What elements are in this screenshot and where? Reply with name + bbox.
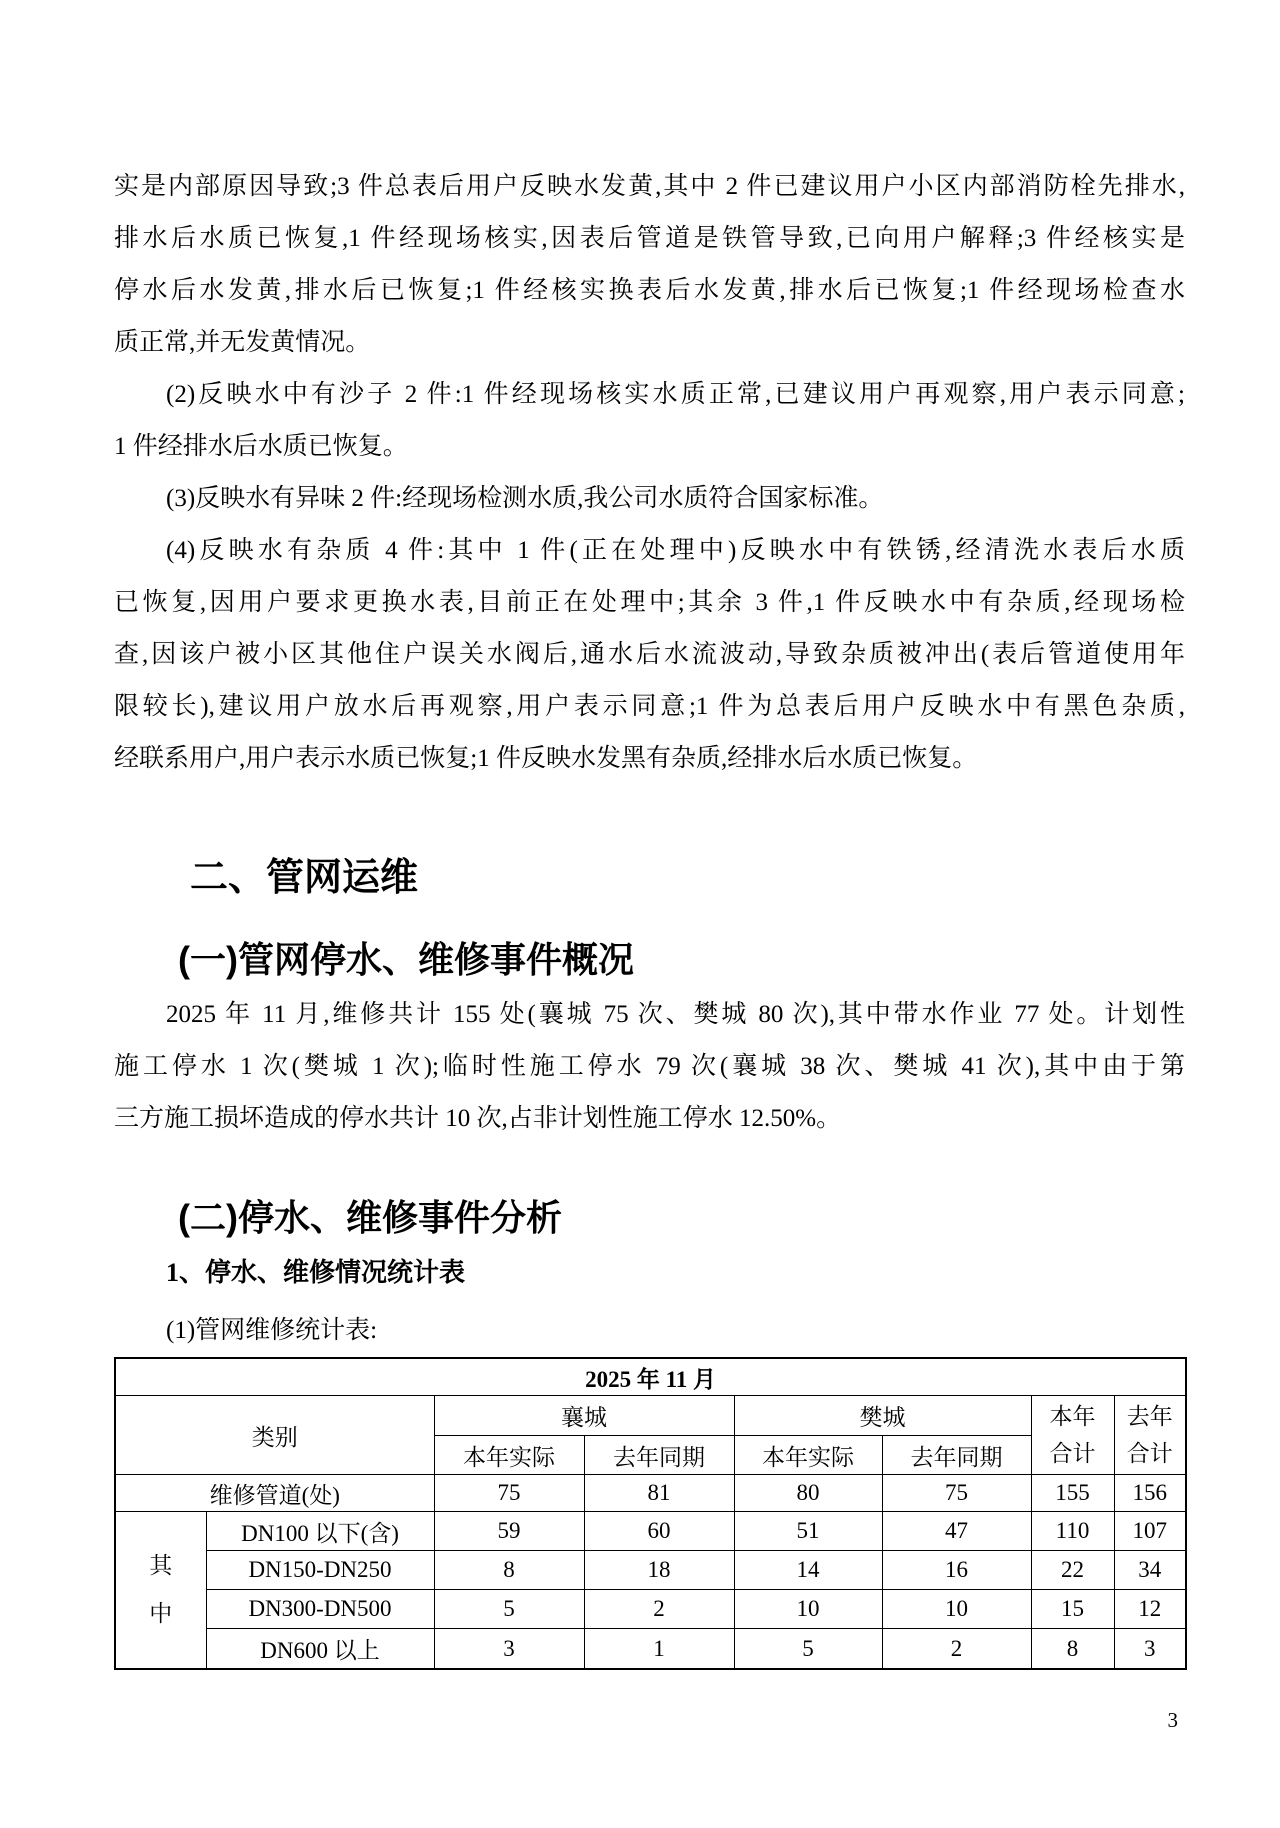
text-line: 实是内部原因导致;3 件总表后用户反映水发黄,其中 2 件已建议用户小区内部消防栓先排水,	[114, 173, 1185, 200]
paragraph-water-yellow-cases	[114, 161, 1185, 369]
header-last-year-same-1-cell: 去年同期	[584, 1436, 734, 1475]
value-cell: 8	[434, 1551, 584, 1590]
value-cell: 60	[584, 1512, 734, 1551]
page-number: 3	[1167, 1708, 1178, 1732]
value-cell: 2	[584, 1590, 734, 1629]
paragraph-impurity-cases	[114, 525, 1185, 785]
row-label-cell: DN600 以上	[206, 1629, 434, 1670]
header-total-last-year-cell	[1114, 1396, 1186, 1475]
value-cell: 155	[1031, 1475, 1114, 1512]
value-cell: 12	[1114, 1590, 1186, 1629]
repair-statistics-table	[114, 1357, 1187, 1670]
table-caption: (1)管网维修统计表:	[166, 1317, 378, 1344]
value-cell: 80	[734, 1475, 882, 1512]
header-region-xiangcheng-cell: 襄城	[434, 1396, 734, 1436]
value-cell: 3	[1114, 1629, 1186, 1670]
heading-outage-repair-analysis: (二)停水、维修事件分析	[178, 1197, 562, 1238]
document-content	[114, 0, 1185, 1670]
value-cell: 5	[434, 1590, 584, 1629]
value-cell: 14	[734, 1551, 882, 1590]
table-row-title	[115, 1358, 1186, 1396]
text-line: (3)反映水有异味 2 件:经现场检测水质,我公司水质符合国家标准。	[166, 485, 884, 512]
table-title-cell: 2025 年 11 月	[115, 1358, 1186, 1396]
value-cell: 8	[1031, 1629, 1114, 1670]
text-line: 限较长),建议用户放水后再观察,用户表示同意;1 件为总表后用户反映水中有黑色杂质,	[114, 693, 1185, 720]
group-label-cell	[115, 1512, 206, 1670]
value-cell: 2	[882, 1629, 1031, 1670]
paragraph-sand-cases	[114, 369, 1185, 473]
text-line: 经联系用户,用户表示水质已恢复;1 件反映水发黑有杂质,经排水后水质已恢复。	[114, 745, 978, 772]
total-this-year-label: 本年合计	[1049, 1404, 1096, 1466]
value-cell: 10	[882, 1590, 1031, 1629]
heading-statistics-table: 1、停水、维修情况统计表	[166, 1258, 466, 1287]
row-label-cell: 维修管道(处)	[115, 1475, 434, 1512]
value-cell: 3	[434, 1629, 584, 1670]
table-row-dn150	[115, 1551, 1186, 1590]
text-line: 已恢复,因用户要求更换水表,目前正在处理中;其余 3 件,1 件反映水中有杂质,经现场检	[114, 589, 1185, 616]
value-cell: 18	[584, 1551, 734, 1590]
value-cell: 59	[434, 1512, 584, 1551]
table-row-header-regions	[115, 1396, 1186, 1436]
value-cell: 15	[1031, 1590, 1114, 1629]
text-line: 排水后水质已恢复,1 件经现场核实,因表后管道是铁管导致,已向用户解释;3 件经核实是	[114, 225, 1185, 252]
text-line: 查,因该户被小区其他住户误关水阀后,通水后水流波动,导致杂质被冲出(表后管道使用年	[114, 641, 1185, 668]
heading-pipeline-network-operation: 二、管网运维	[190, 857, 419, 899]
row-label-cell: DN100 以下(含)	[206, 1512, 434, 1551]
text-line: 三方施工损坏造成的停水共计 10 次,占非计划性施工停水 12.50%。	[114, 1105, 842, 1132]
text-line: (2)反映水中有沙子 2 件:1 件经现场核实水质正常,已建议用户再观察,用户表示同意;	[166, 381, 1185, 408]
text-line: 2025 年 11 月,维修共计 155 处(襄城 75 次、樊城 80 次),其中带水作业 77 处。计划性	[166, 1001, 1185, 1028]
table-row-dn100	[115, 1512, 1186, 1551]
header-last-year-same-2-cell: 去年同期	[882, 1436, 1031, 1475]
text-line: 1 件经排水后水质已恢复。	[114, 433, 408, 460]
text-line: (4)反映水有杂质 4 件:其中 1 件(正在处理中)反映水中有铁锈,经清洗水表后水质	[166, 537, 1185, 564]
group-label: 其中	[149, 1553, 173, 1626]
value-cell: 51	[734, 1512, 882, 1551]
table-row-dn600	[115, 1629, 1186, 1670]
value-cell: 75	[434, 1475, 584, 1512]
value-cell: 107	[1114, 1512, 1186, 1551]
text-line: 质正常,并无发黄情况。	[114, 329, 371, 356]
paragraph-odor-cases	[114, 473, 1185, 525]
header-region-fancheng-cell: 樊城	[734, 1396, 1031, 1436]
header-total-this-year-cell	[1031, 1396, 1114, 1475]
value-cell: 75	[882, 1475, 1031, 1512]
row-label-cell: DN150-DN250	[206, 1551, 434, 1590]
value-cell: 47	[882, 1512, 1031, 1551]
row-label-cell: DN300-DN500	[206, 1590, 434, 1629]
text-line: 停水后水发黄,排水后已恢复;1 件经核实换表后水发黄,排水后已恢复;1 件经现场检查水	[114, 277, 1185, 304]
text-line: 施工停水 1 次(樊城 1 次);临时性施工停水 79 次(襄城 38 次、樊城 41 次),其中由于第	[114, 1053, 1185, 1080]
value-cell: 156	[1114, 1475, 1186, 1512]
value-cell: 81	[584, 1475, 734, 1512]
paragraph-repair-overview	[114, 989, 1185, 1145]
header-this-year-actual-2-cell: 本年实际	[734, 1436, 882, 1475]
value-cell: 10	[734, 1590, 882, 1629]
value-cell: 34	[1114, 1551, 1186, 1590]
table-row-pipeline	[115, 1475, 1186, 1512]
value-cell: 110	[1031, 1512, 1114, 1551]
table-row-dn300	[115, 1590, 1186, 1629]
value-cell: 5	[734, 1629, 882, 1670]
header-category-cell: 类别	[115, 1396, 434, 1475]
header-this-year-actual-1-cell: 本年实际	[434, 1436, 584, 1475]
total-last-year-label: 去年合计	[1126, 1404, 1173, 1466]
heading-outage-repair-overview: (一)管网停水、维修事件概况	[178, 939, 634, 980]
value-cell: 1	[584, 1629, 734, 1670]
value-cell: 16	[882, 1551, 1031, 1590]
value-cell: 22	[1031, 1551, 1114, 1590]
